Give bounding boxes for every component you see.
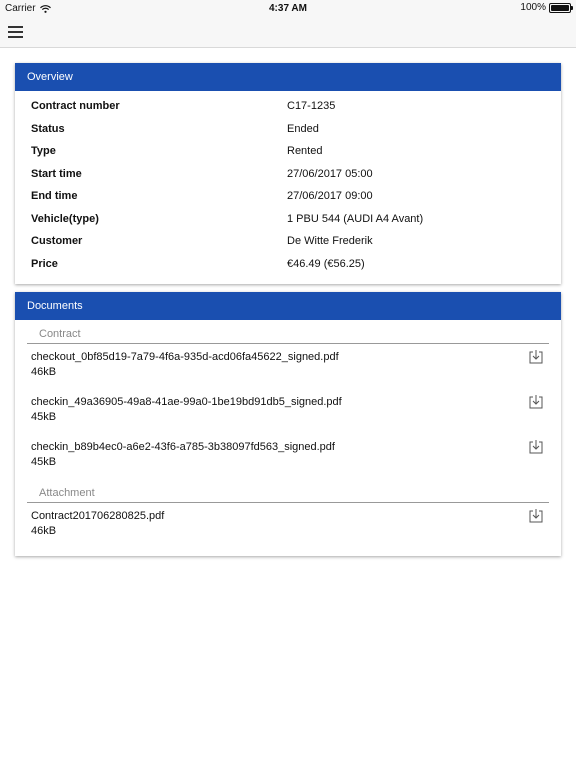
document-item[interactable] <box>15 503 561 548</box>
document-filesize: 45kB <box>31 456 57 468</box>
document-filesize: 46kB <box>31 525 57 537</box>
overview-row-label: Type <box>31 145 56 158</box>
overview-row <box>15 208 561 231</box>
contract-file-list <box>15 344 561 479</box>
overview-row-value: €46.49 (€56.25) <box>287 257 365 270</box>
document-filesize: 45kB <box>31 411 57 423</box>
overview-row <box>15 95 561 118</box>
status-time: 4:37 AM <box>269 3 307 14</box>
download-icon[interactable] <box>529 508 543 523</box>
contract-section-title: Contract <box>27 320 549 344</box>
overview-rows <box>15 91 561 275</box>
download-icon[interactable] <box>529 439 543 454</box>
status-bar <box>0 0 576 17</box>
overview-row-value: 1 PBU 544 (AUDI A4 Avant) <box>287 212 424 225</box>
overview-row <box>15 140 561 163</box>
battery-status <box>520 2 571 13</box>
download-icon[interactable] <box>529 349 543 364</box>
document-item[interactable] <box>15 344 561 389</box>
overview-row-label: Status <box>31 122 65 135</box>
overview-row-label: Contract number <box>31 100 120 113</box>
document-filesize: 46kB <box>31 366 57 378</box>
battery-icon <box>549 3 571 13</box>
overview-header: Overview <box>15 63 561 91</box>
overview-row-value: Ended <box>287 122 319 135</box>
overview-row-label: Start time <box>31 167 82 180</box>
document-item[interactable] <box>15 434 561 479</box>
overview-row-label: End time <box>31 190 78 203</box>
attachment-file-list <box>15 503 561 548</box>
overview-card <box>15 63 561 284</box>
overview-row-value: 27/06/2017 05:00 <box>287 167 373 180</box>
overview-row <box>15 163 561 186</box>
overview-row <box>15 118 561 141</box>
document-filename: checkin_b89b4ec0-a6e2-43f6-a785-3b38097fd563_signed.pdf <box>31 441 335 453</box>
carrier-label: Carrier <box>5 3 36 14</box>
overview-row-label: Vehicle(type) <box>31 212 99 225</box>
overview-row <box>15 185 561 208</box>
hamburger-menu-icon[interactable] <box>8 26 23 38</box>
overview-row <box>15 230 561 253</box>
overview-row-label: Price <box>31 257 58 270</box>
battery-percent: 100% <box>520 2 546 13</box>
overview-row <box>15 253 561 276</box>
overview-row-value: C17-1235 <box>287 100 336 113</box>
overview-row-label: Customer <box>31 235 83 248</box>
attachment-section-title: Attachment <box>27 479 549 503</box>
download-icon[interactable] <box>529 394 543 409</box>
nav-bar <box>0 17 576 48</box>
document-filename: checkin_49a36905-49a8-41ae-99a0-1be19bd91db5_signed.pdf <box>31 396 342 408</box>
document-item[interactable] <box>15 389 561 434</box>
overview-row-value: 27/06/2017 09:00 <box>287 190 373 203</box>
documents-card <box>15 292 561 556</box>
document-filename: checkout_0bf85d19-7a79-4f6a-935d-acd06fa45622_signed.pdf <box>31 351 339 363</box>
document-filename: Contract201706280825.pdf <box>31 510 165 522</box>
overview-row-value: De Witte Frederik <box>287 235 373 248</box>
documents-header: Documents <box>15 292 561 320</box>
overview-row-value: Rented <box>287 145 323 158</box>
